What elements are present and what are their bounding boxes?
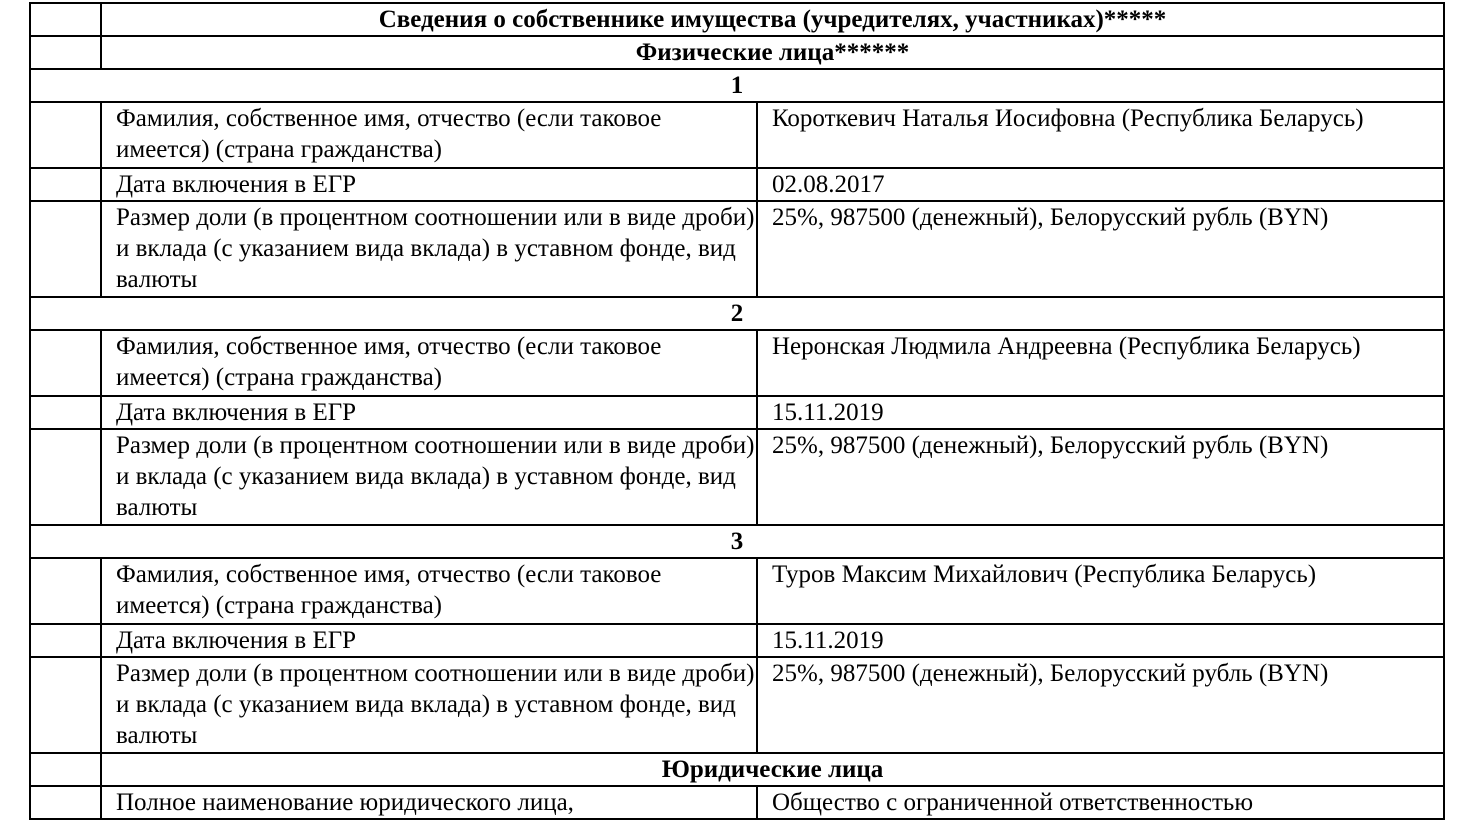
person-share-value: 25%, 987500 (денежный), Белорусский рубль (BYN) (757, 429, 1444, 525)
index-cell (30, 201, 101, 297)
person-date-value: 15.11.2019 (757, 396, 1444, 429)
share-label: Размер доли (в процентном соотношении или в виде дроби) и вклада (с указанием вида вклада) в уставном фонде, вид валюты (101, 657, 757, 753)
person-number: 1 (30, 69, 1444, 102)
person-number: 3 (30, 525, 1444, 558)
date-label: Дата включения в ЕГР (101, 396, 757, 429)
person-number-row (30, 525, 1444, 558)
index-cell (30, 36, 101, 69)
person-date-row (30, 624, 1444, 657)
person-name-row (30, 558, 1444, 624)
legal-name-row (30, 786, 1444, 819)
legal-heading-row (30, 753, 1444, 786)
name-label: Фамилия, собственное имя, отчество (если таковое имеется) (страна гражданства) (101, 558, 757, 624)
person-share-row (30, 201, 1444, 297)
index-cell (30, 3, 101, 36)
index-cell (30, 657, 101, 753)
person-name-value: Короткевич Наталья Иосифовна (Республика Беларусь) (757, 102, 1444, 168)
person-name-row (30, 102, 1444, 168)
index-cell (30, 102, 101, 168)
index-cell (30, 786, 101, 819)
index-cell (30, 624, 101, 657)
person-name-value: Неронская Людмила Андреевна (Республика Беларусь) (757, 330, 1444, 396)
person-date-value: 02.08.2017 (757, 168, 1444, 201)
index-cell (30, 330, 101, 396)
person-share-value: 25%, 987500 (денежный), Белорусский рубль (BYN) (757, 201, 1444, 297)
person-number: 2 (30, 297, 1444, 330)
physical-heading-row (30, 36, 1444, 69)
person-share-value: 25%, 987500 (денежный), Белорусский рубль (BYN) (757, 657, 1444, 753)
person-name-value: Туров Максим Михайлович (Республика Беларусь) (757, 558, 1444, 624)
person-number-row (30, 297, 1444, 330)
legal-entities-heading: Юридические лица (101, 753, 1444, 786)
person-date-row (30, 396, 1444, 429)
legal-name-label: Полное наименование юридического лица, (101, 786, 757, 819)
date-label: Дата включения в ЕГР (101, 624, 757, 657)
person-date-value: 15.11.2019 (757, 624, 1444, 657)
section-title: Сведения о собственнике имущества (учредителях, участниках)***** (101, 3, 1444, 36)
name-label: Фамилия, собственное имя, отчество (если таковое имеется) (страна гражданства) (101, 330, 757, 396)
person-share-row (30, 657, 1444, 753)
person-date-row (30, 168, 1444, 201)
index-cell (30, 753, 101, 786)
person-share-row (30, 429, 1444, 525)
name-label: Фамилия, собственное имя, отчество (если таковое имеется) (страна гражданства) (101, 102, 757, 168)
section-title-row (30, 3, 1444, 36)
legal-name-value: Общество с ограниченной ответственностью (757, 786, 1444, 819)
index-cell (30, 168, 101, 201)
index-cell (30, 429, 101, 525)
index-cell (30, 558, 101, 624)
person-name-row (30, 330, 1444, 396)
physical-persons-heading: Физические лица****** (101, 36, 1444, 69)
share-label: Размер доли (в процентном соотношении или в виде дроби) и вклада (с указанием вида вклада) в уставном фонде, вид валюты (101, 429, 757, 525)
person-number-row (30, 69, 1444, 102)
share-label: Размер доли (в процентном соотношении или в виде дроби) и вклада (с указанием вида вклада) в уставном фонде, вид валюты (101, 201, 757, 297)
date-label: Дата включения в ЕГР (101, 168, 757, 201)
index-cell (30, 396, 101, 429)
owners-table (29, 2, 1445, 820)
